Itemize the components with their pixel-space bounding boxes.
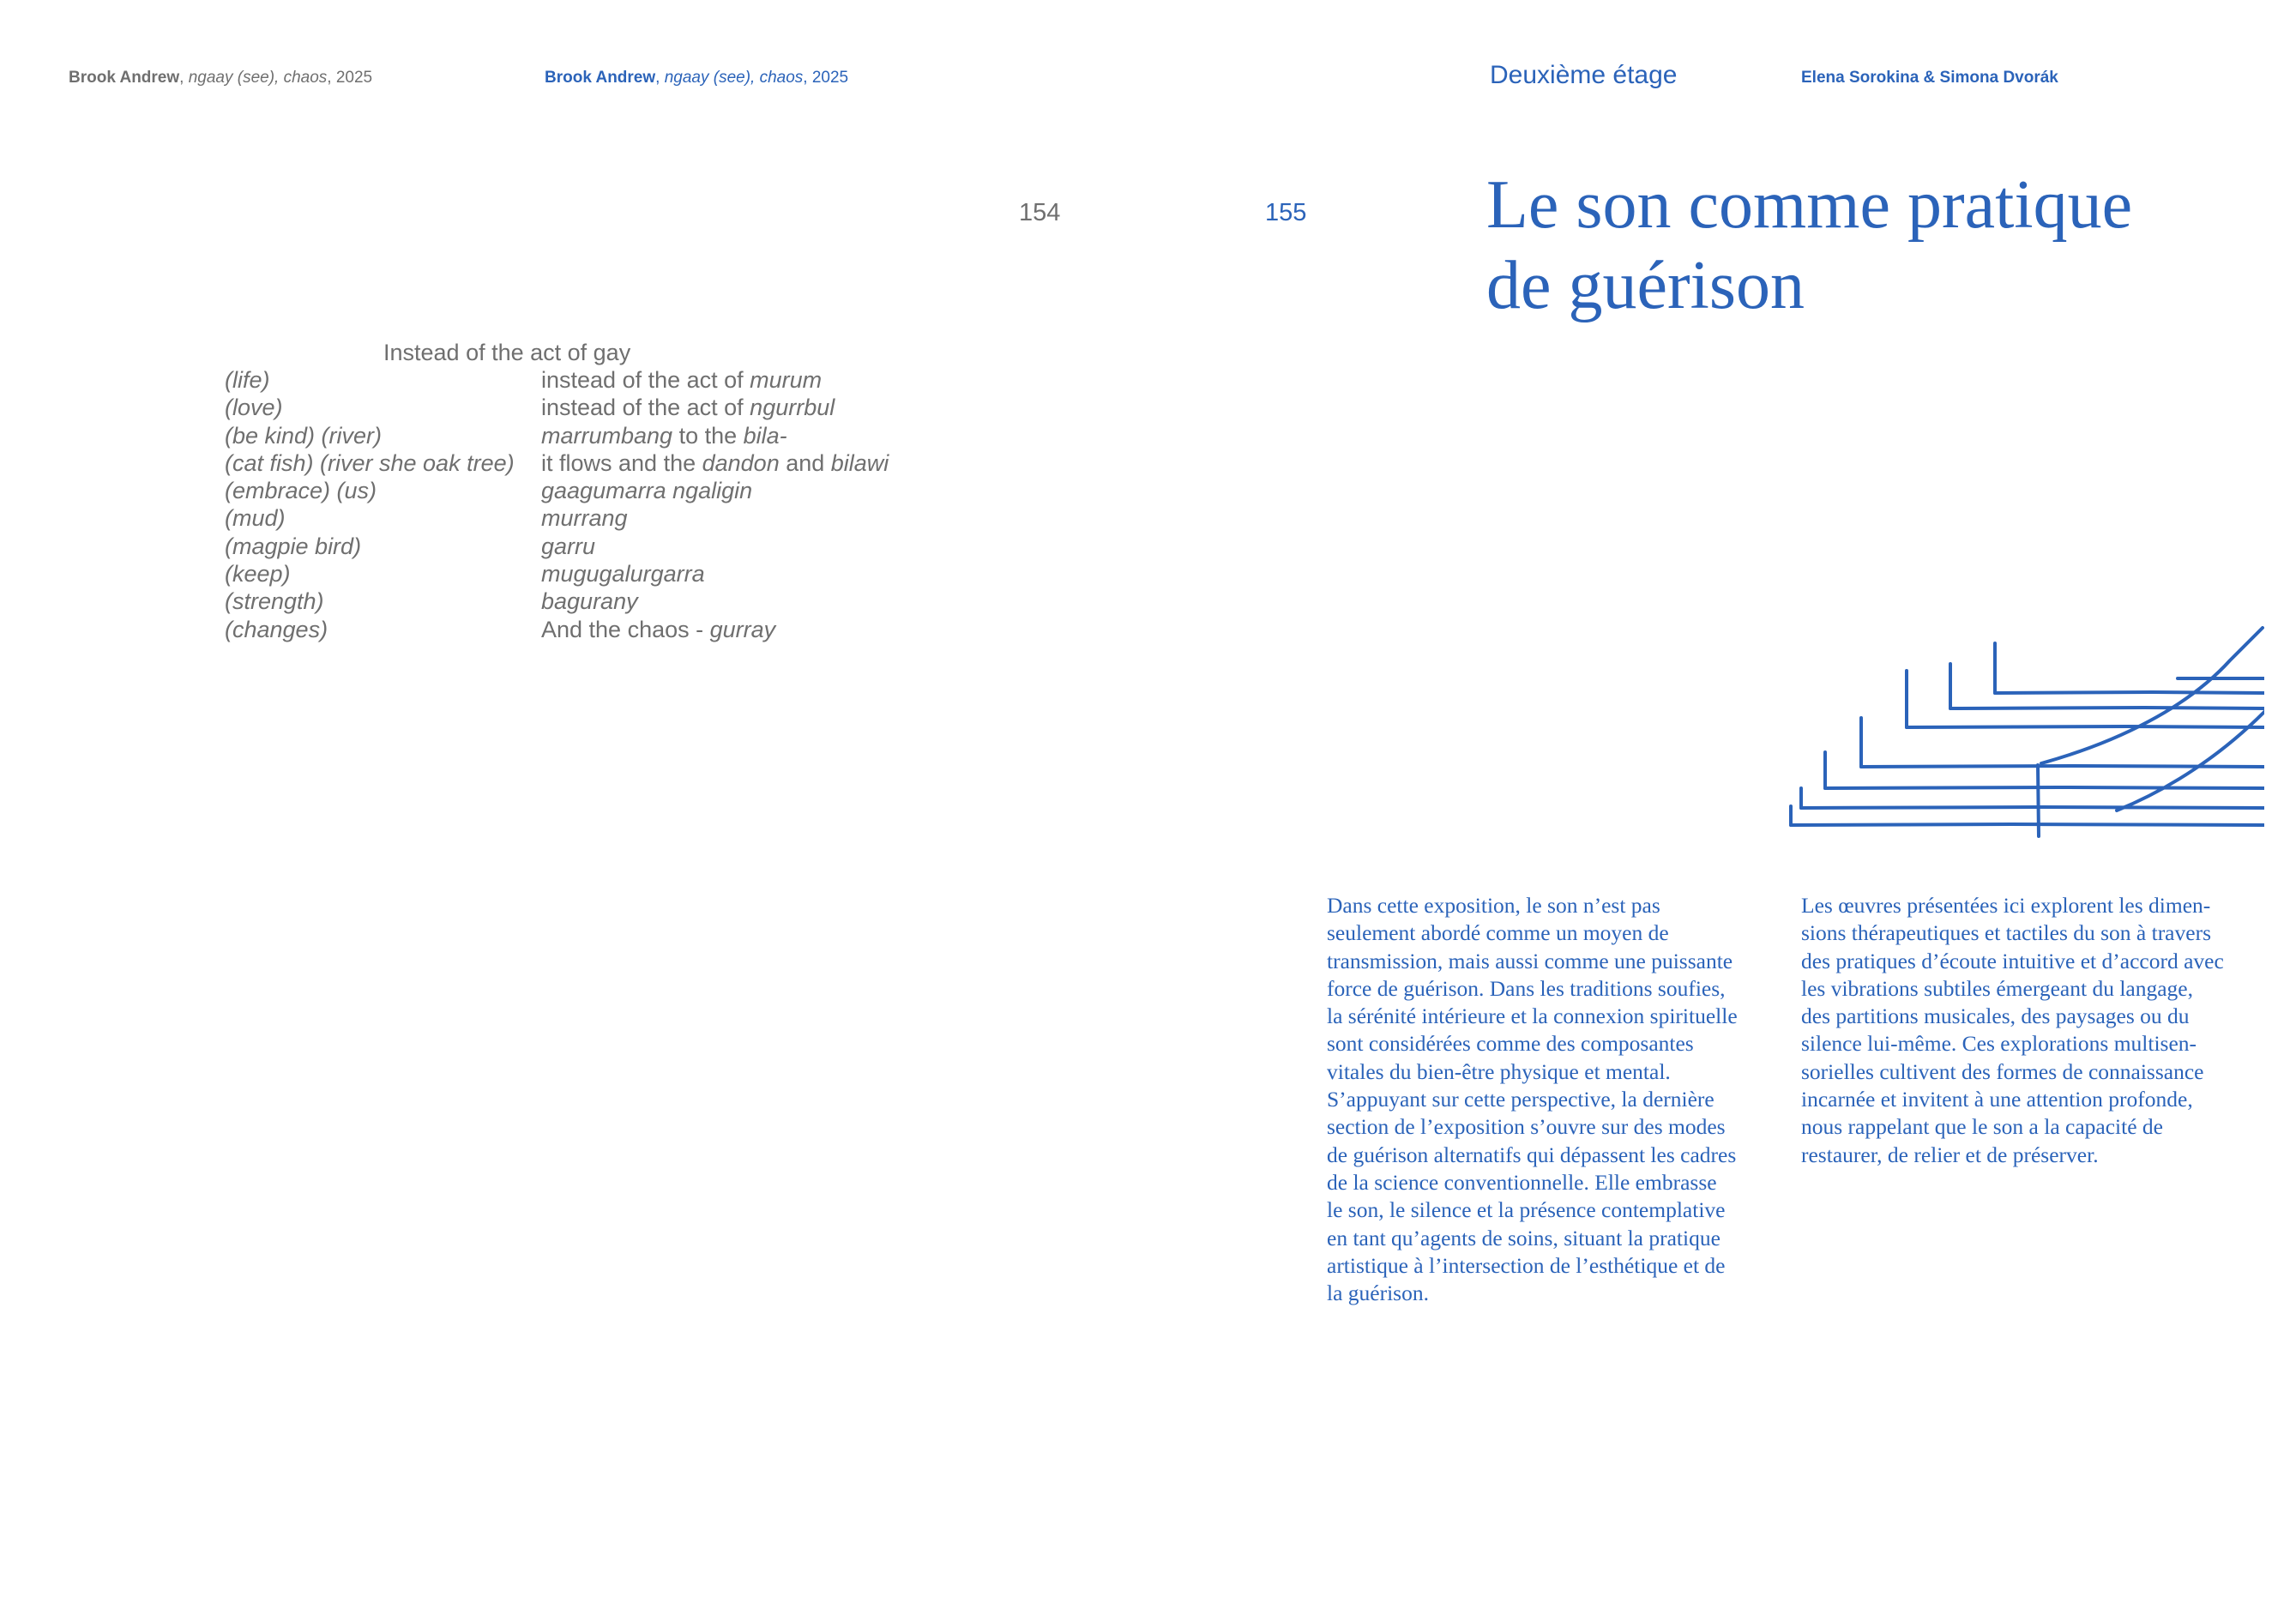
poem-line: [225, 449, 997, 477]
running-head-left: [69, 69, 372, 87]
poem-word-italic: bilawi: [830, 449, 889, 476]
body-text-line: de guérison alternatifs qui dépassent les cadres: [1327, 1142, 1737, 1167]
poem-gloss: (magpie bird): [225, 533, 362, 559]
running-head-work: ngaay (see), chaos: [188, 69, 328, 87]
poem-word: it flows and the: [541, 449, 702, 476]
running-head-separator: ,: [655, 69, 665, 87]
poem-verse: [541, 449, 889, 477]
poem-gloss: (embrace) (us): [225, 478, 377, 504]
poem-gloss: (strength): [225, 588, 324, 615]
body-text-line: sorielles cultivent des formes de connaissance: [1801, 1058, 2204, 1084]
poem-word: instead of the act of: [541, 395, 750, 421]
body-text-line: transmission, mais aussi comme une puissante: [1327, 948, 1733, 973]
poem-verse: [541, 394, 835, 421]
running-head-author: Brook Andrew: [545, 69, 656, 87]
body-text-line: artistique à l’intersection de l’esthétique et de: [1327, 1252, 1726, 1278]
poem-word-italic: garru: [541, 533, 596, 559]
body-text-line: en tant qu’agents de soins, situant la pratique: [1327, 1225, 1720, 1250]
poem-verse: [541, 616, 775, 643]
drawing-line: [2038, 765, 2039, 836]
poem-word-italic: gurray: [709, 616, 776, 642]
running-head-middle: [545, 69, 848, 87]
poem-verse: [541, 588, 638, 615]
body-text-line: la guérison.: [1327, 1281, 1429, 1306]
title-line: Le son comme pratique: [1486, 167, 2133, 243]
poem-word-italic: mugugalurgarra: [541, 561, 705, 588]
line-drawing-illustration: [1784, 626, 2264, 841]
poem-word: and: [779, 449, 831, 476]
poem-word: to the: [672, 422, 744, 449]
poem-line: [225, 616, 997, 643]
body-text-line: de la science conventionnelle. Elle embrasse: [1327, 1169, 1717, 1195]
poem-line: [225, 366, 997, 394]
poem-gloss: (keep): [225, 561, 291, 588]
poem-gloss: (be kind) (river): [225, 422, 383, 449]
running-head-author: Brook Andrew: [69, 69, 180, 87]
poem-line: [225, 504, 997, 532]
running-head-separator: ,: [803, 69, 812, 87]
body-text-line: sont considérées comme des composantes: [1327, 1031, 1694, 1057]
running-head-year: 2025: [335, 69, 373, 87]
body-text-line: des partitions musicales, des paysages ou du: [1801, 1003, 2190, 1029]
poem-word-italic: murum: [750, 367, 823, 393]
poem-word-italic: gaagumarra ngaligin: [541, 478, 753, 504]
body-text-line: incarnée et invitent à une attention profonde,: [1801, 1087, 2193, 1112]
body-text-line: vitales du bien-être physique et mental.: [1327, 1058, 1671, 1084]
body-text-line: des pratiques d’écoute intuitive et d’accord avec: [1801, 948, 2224, 973]
title-line: de guérison: [1486, 248, 1805, 323]
drawing-line: [1825, 787, 2264, 788]
running-head-year: 2025: [811, 69, 849, 87]
poem-word-italic: bagurany: [541, 588, 638, 615]
poem-gloss: (cat fish) (river she oak tree): [225, 449, 515, 476]
poem-gloss: (love): [225, 395, 283, 421]
body-text-line: sions thérapeutiques et tactiles du son à travers: [1801, 920, 2211, 946]
body-text-line: le son, le silence et la présence contemplative: [1327, 1197, 1726, 1223]
body-text-line: Les œuvres présentées ici explorent les dimen-: [1801, 893, 2211, 918]
page-number-left: 154: [1019, 199, 1061, 226]
poem-word-italic: bila-: [743, 422, 787, 449]
poem-word-italic: ngurrbul: [750, 395, 835, 421]
drawing-line: [1995, 692, 2264, 693]
poem-gloss: (life): [225, 367, 270, 393]
poem: [225, 366, 997, 643]
poem-verse: [541, 422, 787, 449]
poem-line: [225, 477, 997, 504]
poem-word-italic: murrang: [541, 505, 628, 532]
body-text-line: la sérénité intérieure et la connexion spirituelle: [1327, 1003, 1738, 1029]
poem-line: [225, 588, 997, 615]
drawing-line: [1791, 824, 2264, 825]
drawing-line: [1861, 766, 2264, 767]
poem-line: [225, 422, 997, 449]
body-text-column-1: [1327, 892, 1790, 1307]
drawing-curves: [2041, 628, 2264, 810]
poem-line: [225, 560, 997, 588]
poem-verse: [541, 560, 705, 588]
body-text-line: restaurer, de relier et de préserver.: [1801, 1142, 2099, 1167]
body-text-line: S’appuyant sur cette perspective, la dernière: [1327, 1087, 1714, 1112]
body-text-line: les vibrations subtiles émergeant du langage,: [1801, 975, 2193, 1001]
running-head-work: ngaay (see), chaos: [664, 69, 804, 87]
poem-intro: Instead of the act of gay: [383, 340, 631, 365]
poem-gloss: (changes): [225, 616, 328, 642]
running-head-separator: ,: [327, 69, 336, 87]
poem-verse: [541, 477, 752, 504]
article-title: [1486, 165, 2258, 326]
poem-word-italic: marrumbang: [541, 422, 673, 449]
drawing-line: [1907, 726, 2264, 727]
poem-line: [225, 394, 997, 421]
body-text-line: Dans cette exposition, le son n’est pas: [1327, 893, 1660, 918]
poem-word: instead of the act of: [541, 367, 750, 393]
poem-line: [225, 533, 997, 560]
section-label: Deuxième étage: [1490, 61, 1678, 89]
poem-word-italic: dandon: [702, 449, 780, 476]
drawing-line: [1801, 807, 2264, 808]
body-text-line: seulement abordé comme un moyen de: [1327, 920, 1669, 946]
poem-verse: [541, 366, 822, 394]
body-text-line: nous rappelant que le son a la capacité de: [1801, 1114, 2163, 1140]
body-text-column-2: [1801, 892, 2264, 1169]
article-authors: Elena Sorokina & Simona Dvorák: [1801, 69, 2058, 87]
running-head-separator: ,: [179, 69, 189, 87]
poem-gloss: (mud): [225, 505, 286, 532]
poem-verse: [541, 533, 595, 560]
body-text-line: silence lui-même. Ces explorations multisen-: [1801, 1031, 2197, 1057]
body-text-line: force de guérison. Dans les traditions soufies,: [1327, 975, 1726, 1001]
body-text-line: section de l’exposition s’ouvre sur des modes: [1327, 1114, 1726, 1140]
poem-verse: [541, 504, 628, 532]
poem-word: And the chaos -: [541, 616, 710, 642]
page-number-right: 155: [1265, 199, 1307, 226]
